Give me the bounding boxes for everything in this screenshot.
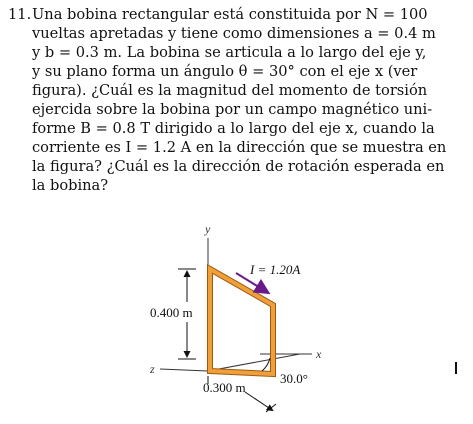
problem-line: forme B = 0.8 T dirigido a lo largo del eje x, cuando la — [32, 120, 435, 137]
current-label: I = 1.20A — [250, 262, 301, 277]
problem-line: corriente es I = 1.2 A en la dirección que se muestra en — [32, 139, 447, 156]
angle-label: 30.0° — [280, 371, 308, 386]
problem-line: y su plano forma un ángulo θ = 30° con el eje x (ver — [32, 63, 418, 80]
problem-line: la bobina? — [32, 177, 109, 194]
x-axis-line — [208, 354, 300, 371]
problem-line: Una bobina rectangular está constituida por N = 100 — [32, 6, 428, 23]
z-axis-label: z — [150, 362, 155, 376]
problem-line: ejercida sobre la bobina por un campo magnético uni- — [32, 101, 433, 118]
z-axis-line — [160, 369, 208, 371]
problem-line: y b = 0.3 m. La bobina se articula a lo largo del eje y, — [32, 44, 427, 61]
height-label: 0.400 m — [150, 305, 193, 320]
width-dim-tick-right — [266, 404, 276, 412]
problem-line: vueltas apretadas y tiene como dimensiones a = 0.4 m — [32, 25, 436, 42]
width-label: 0.300 m — [203, 380, 246, 395]
problem-line: la figura? ¿Cuál es la dirección de rotación esperada en — [32, 158, 445, 175]
coil-loop-fill — [210, 269, 273, 374]
y-axis-label: y — [205, 222, 211, 236]
width-dim-arrow — [245, 392, 272, 410]
page-edge-mark — [455, 362, 457, 374]
x-axis-label: x — [316, 347, 322, 361]
problem-number: 11. — [8, 6, 32, 23]
problem-line: figura). ¿Cuál es la magnitud del momento de torsión — [32, 82, 428, 99]
